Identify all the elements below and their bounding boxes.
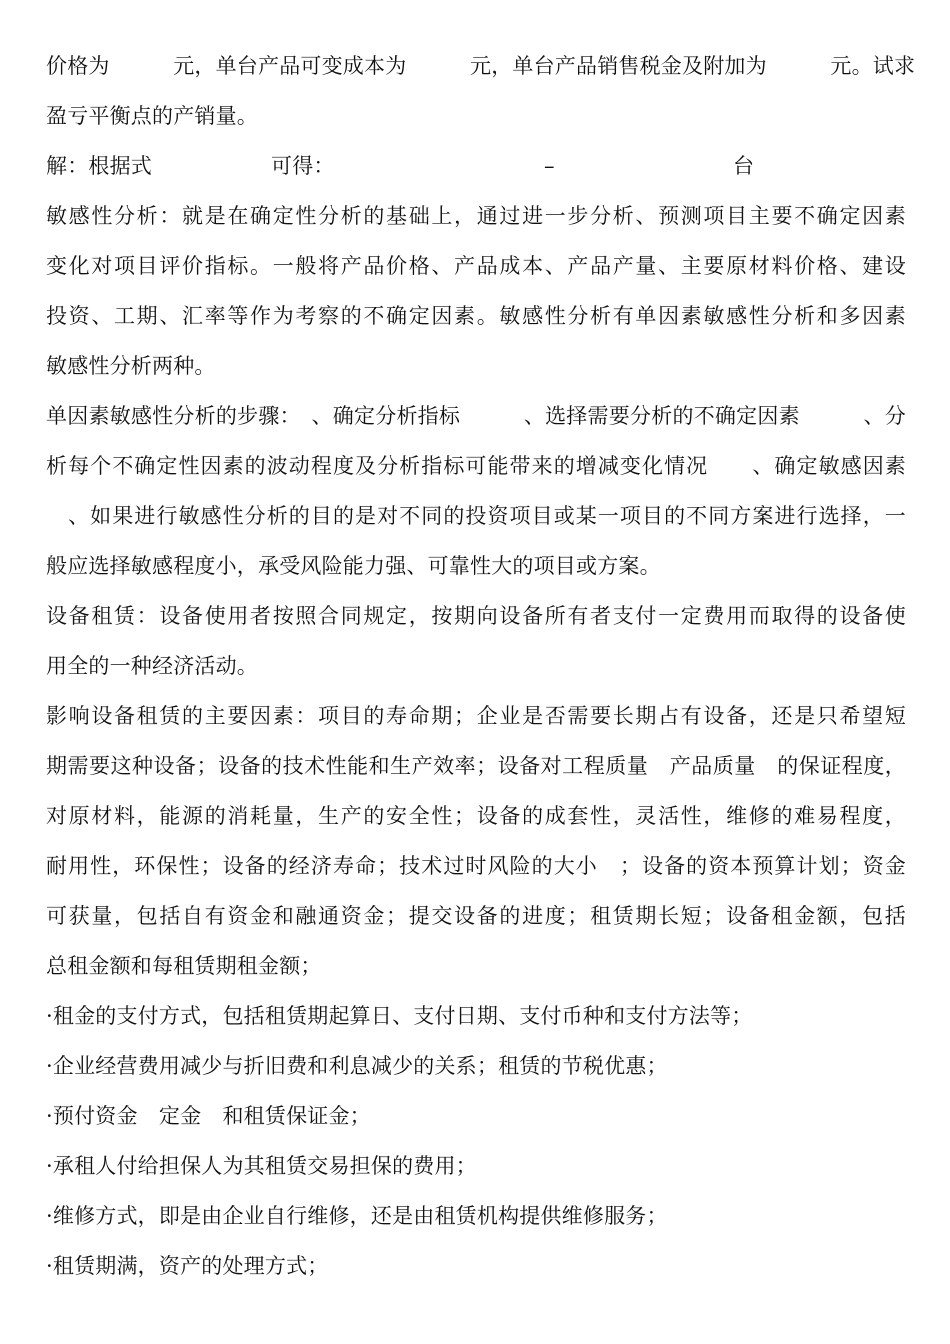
bullet-item: ·预付资金 定金 和租赁保证金； bbox=[46, 1104, 371, 1128]
solution-unit: 台 bbox=[733, 154, 755, 178]
leasing-factors-line-5: 可获量，包括自有资金和融通资金；提交设备的进度；租赁期长短；设备租金额，包括 bbox=[46, 904, 906, 928]
leasing-factors-line-6: 总租金额和每租赁期租金额； bbox=[46, 954, 322, 978]
single-factor-line-3: 、如果进行敏感性分析的目的是对不同的投资项目或某一项目的不同方案进行选择，一 bbox=[46, 504, 906, 528]
problem-line-1: 价格为 元，单台产品可变成本为 元，单台产品销售税金及附加为 元。试求 bbox=[46, 54, 916, 78]
problem-line-2: 盈亏平衡点的产销量。 bbox=[46, 104, 258, 128]
leasing-factors-line-4: 耐用性，环保性；设备的经济寿命；技术过时风险的大小 ；设备的资本预算计划；资金 bbox=[46, 854, 906, 878]
sensitivity-line-1: 敏感性分析：就是在确定性分析的基础上，通过进一步分析、预测项目主要不确定因素 bbox=[46, 204, 906, 228]
single-factor-line-1: 单因素敏感性分析的步骤： 、确定分析指标 、选择需要分析的不确定因素 、分 bbox=[46, 404, 906, 428]
sensitivity-line-4: 敏感性分析两种。 bbox=[46, 354, 216, 378]
solution-line bbox=[46, 151, 906, 181]
leasing-line-2: 用全的一种经济活动。 bbox=[46, 654, 258, 678]
solution-prefix: 解：根据式 bbox=[46, 154, 152, 178]
single-factor-line-4: 般应选择敏感程度小，承受风险能力强、可靠性大的项目或方案。 bbox=[46, 554, 661, 578]
bullet-item: ·租赁期满，资产的处理方式； bbox=[46, 1254, 329, 1278]
leasing-line-1: 设备租赁：设备使用者按照合同规定，按期向设备所有者支付一定费用而取得的设备使 bbox=[46, 604, 906, 628]
leasing-factors-line-3: 对原材料，能源的消耗量，生产的安全性；设备的成套性，灵活性，维修的难易程度， bbox=[46, 804, 906, 828]
solution-mid: 可得： bbox=[271, 154, 335, 178]
leasing-factors-line-2: 期需要这种设备；设备的技术性能和生产效率；设备对工程质量 产品质量 的保证程度， bbox=[46, 754, 906, 778]
sensitivity-line-3: 投资、工期、汇率等作为考察的不确定因素。敏感性分析有单因素敏感性分析和多因素 bbox=[46, 304, 906, 328]
single-factor-line-2: 析每个不确定性因素的波动程度及分析指标可能带来的增减变化情况 、确定敏感因素 bbox=[46, 454, 906, 478]
sensitivity-line-2: 变化对项目评价指标。一般将产品价格、产品成本、产品产量、主要原材料价格、建设 bbox=[46, 254, 906, 278]
solution-dash: – bbox=[544, 154, 555, 178]
bullet-item: ·租金的支付方式，包括租赁期起算日、支付日期、支付币种和支付方法等； bbox=[46, 1004, 753, 1028]
bullet-item: ·承租人付给担保人为其租赁交易担保的费用； bbox=[46, 1154, 477, 1178]
bullet-item: ·维修方式，即是由企业自行维修，还是由租赁机构提供维修服务； bbox=[46, 1204, 668, 1228]
bullet-item: ·企业经营费用减少与折旧费和利息减少的关系；租赁的节税优惠； bbox=[46, 1054, 668, 1078]
leasing-factors-line-1: 影响设备租赁的主要因素：项目的寿命期；企业是否需要长期占有设备，还是只希望短 bbox=[46, 704, 906, 728]
